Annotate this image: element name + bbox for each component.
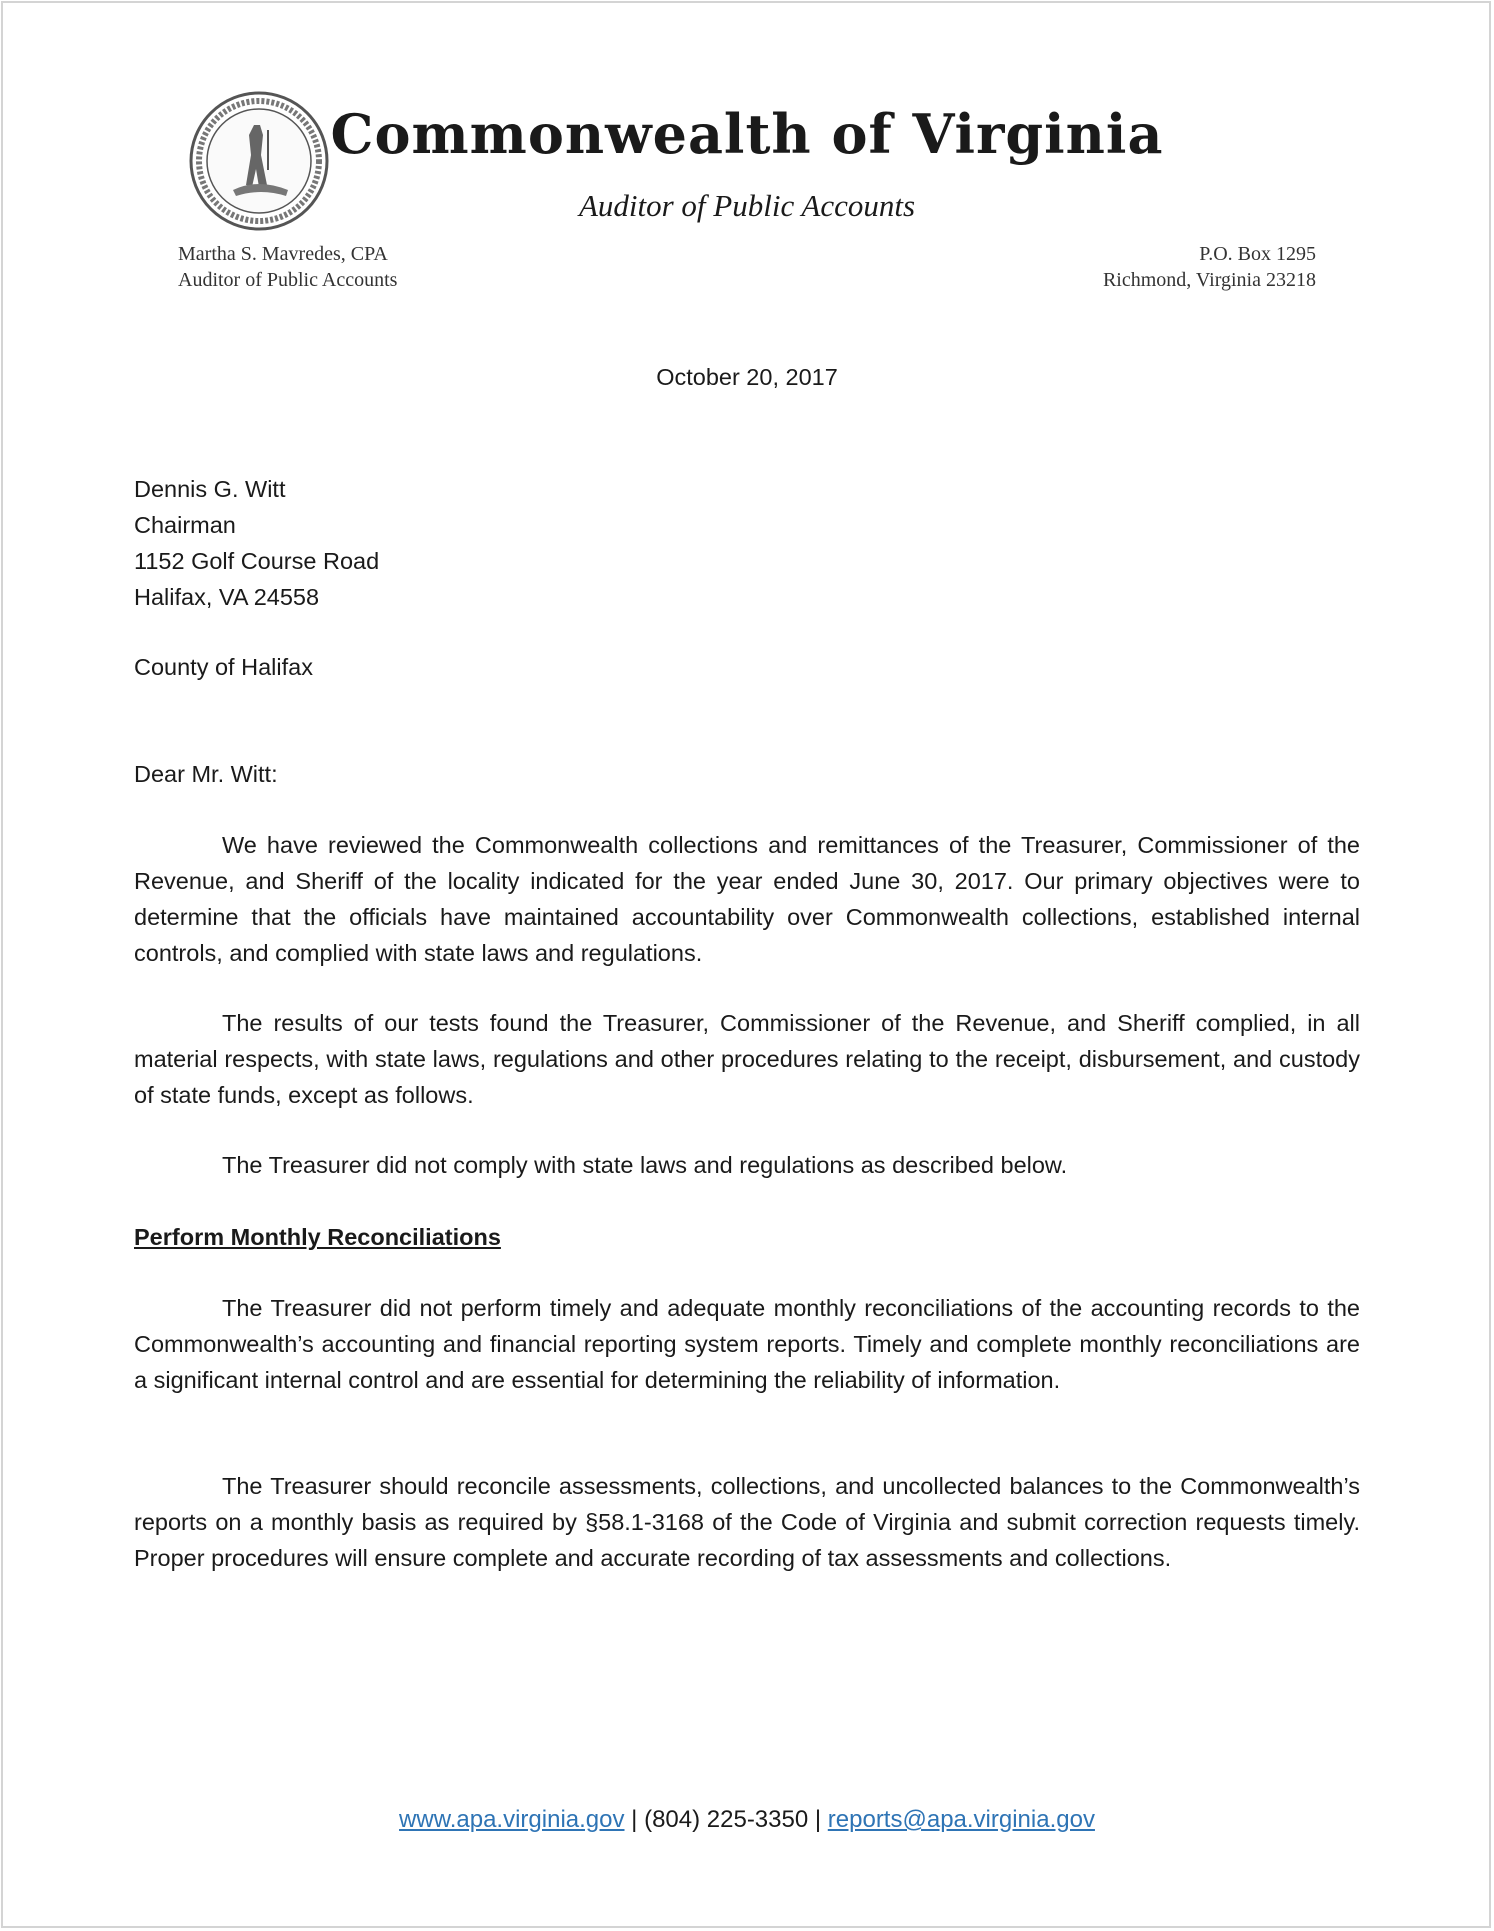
auditor-name: Martha S. Mavredes, CPA: [178, 243, 388, 265]
website-link[interactable]: www.apa.virginia.gov: [399, 1806, 625, 1833]
auditor-contact: [178, 241, 397, 293]
section-paragraph-2: The Treasurer should reconcile assessments, collections, and uncollected balances to the Commonwealth’s reports on a monthly basis as required by §58.1-3168 of the Code of Virginia and submit correction requests timely. Proper procedures will ensure complete and accurate recording of tax assessments and collections.: [134, 1473, 1360, 1571]
paragraph-2: The results of our tests found the Treasurer, Commissioner of the Revenue, and Sheriff complied, in all material respects, with state laws, regulations and other procedures relating to the receipt, disbursement, and custody of state funds, except as follows.: [134, 1010, 1360, 1108]
mailing-address: [1103, 241, 1316, 293]
phone-number: (804) 225-3350: [644, 1806, 809, 1833]
letter-date: October 20, 2017: [656, 364, 838, 390]
footer-separator: |: [631, 1806, 638, 1833]
auditor-title: Auditor of Public Accounts: [178, 269, 398, 291]
section-paragraph-1: The Treasurer did not perform timely and adequate monthly reconciliations of the accounting records to the Commonwealth’s accounting and financial reporting system reports. Timely and complete monthly reconciliations are a significant internal control and are essential for determining the reliability of information.: [134, 1295, 1360, 1393]
footer: [0, 1806, 1494, 1834]
recipient-title: Chairman: [134, 512, 236, 538]
footer-separator: |: [814, 1806, 822, 1833]
recipient-street: 1152 Golf Course Road: [134, 548, 380, 574]
recipient-organization: County of Halifax: [134, 654, 313, 680]
section-heading: Perform Monthly Reconciliations: [134, 1224, 501, 1250]
po-box: P.O. Box 1295: [1199, 243, 1316, 265]
letterhead-title: Commonwealth of Virginia: [330, 102, 1164, 166]
recipient-city: Halifax, VA 24558: [134, 584, 320, 610]
letterhead-subtitle: Auditor of Public Accounts: [578, 188, 916, 223]
paragraph-1: We have reviewed the Commonwealth collections and remittances of the Treasurer, Commissioner of the Revenue, and Sheriff of the locality indicated for the year ended June 30, 2017. Our primary objectives were to determine that the officials have maintained accountability over Commonwealth collections, established internal controls, and complied with state laws and regulations.: [134, 832, 1360, 966]
recipient-name: Dennis G. Witt: [134, 476, 286, 502]
city-state-zip: Richmond, Virginia 23218: [1102, 269, 1316, 291]
paragraph-3: The Treasurer did not comply with state laws and regulations as described below.: [222, 1152, 1068, 1178]
recipient-address: [134, 471, 1360, 615]
salutation: Dear Mr. Witt:: [134, 761, 278, 787]
email-link[interactable]: reports@apa.virginia.gov: [827, 1806, 1095, 1833]
